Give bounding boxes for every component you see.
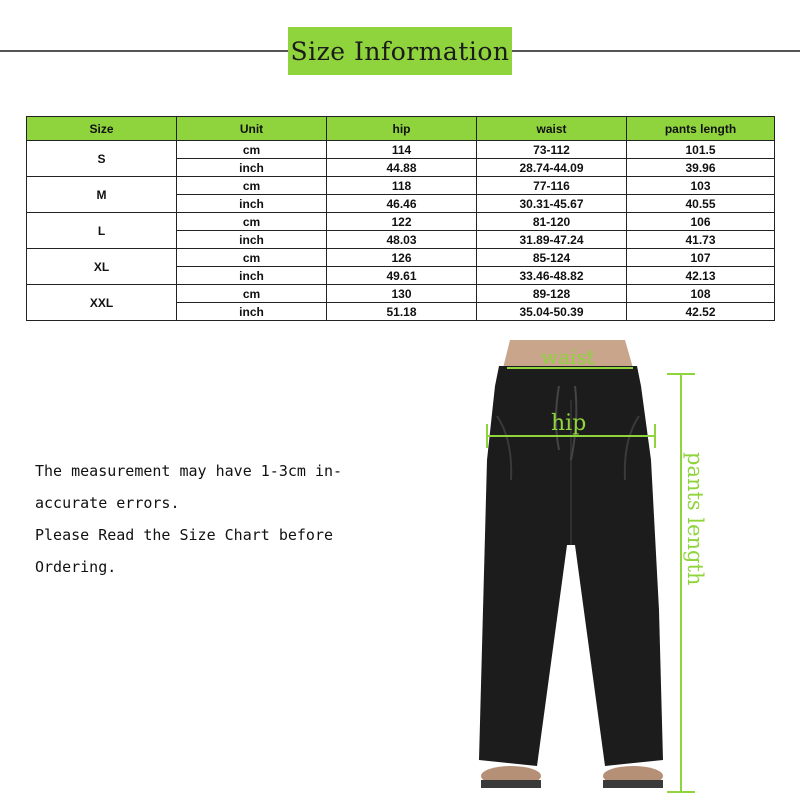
hip-cell: 51.18 bbox=[327, 303, 477, 321]
note-line: accurate errors. bbox=[35, 494, 180, 512]
size-cell: XL bbox=[27, 249, 177, 285]
length-cell: 107 bbox=[627, 249, 775, 267]
unit-cell: inch bbox=[177, 231, 327, 249]
note-line: Please Read the Size Chart before bbox=[35, 526, 334, 544]
hip-label: hip bbox=[551, 411, 587, 436]
hip-cell: 46.46 bbox=[327, 195, 477, 213]
page-title: Size Information bbox=[288, 27, 512, 75]
pants-measurement-figure bbox=[455, 340, 715, 800]
table-row bbox=[27, 177, 775, 195]
table-row bbox=[27, 285, 775, 303]
unit-cell: inch bbox=[177, 303, 327, 321]
length-cell: 103 bbox=[627, 177, 775, 195]
right-sandal bbox=[603, 780, 663, 788]
unit-cell: cm bbox=[177, 285, 327, 303]
hip-cell: 49.61 bbox=[327, 267, 477, 285]
note-line: Ordering. bbox=[35, 558, 117, 576]
unit-cell: inch bbox=[177, 267, 327, 285]
measurement-notes bbox=[35, 455, 395, 583]
waist-cell: 35.04-50.39 bbox=[477, 303, 627, 321]
table-row bbox=[27, 213, 775, 231]
hip-cell: 114 bbox=[327, 141, 477, 159]
unit-cell: cm bbox=[177, 141, 327, 159]
header-hip: hip bbox=[327, 117, 477, 141]
hip-cell: 118 bbox=[327, 177, 477, 195]
note-line: The measurement may have 1-3cm in- bbox=[35, 462, 343, 480]
size-cell: M bbox=[27, 177, 177, 213]
length-cell: 41.73 bbox=[627, 231, 775, 249]
hip-cell: 48.03 bbox=[327, 231, 477, 249]
size-table bbox=[26, 116, 775, 321]
length-cell: 101.5 bbox=[627, 141, 775, 159]
unit-cell: cm bbox=[177, 249, 327, 267]
left-sandal bbox=[481, 780, 541, 788]
pants-length-label: pants length bbox=[683, 452, 707, 586]
unit-cell: cm bbox=[177, 213, 327, 231]
size-cell: S bbox=[27, 141, 177, 177]
waist-cell: 85-124 bbox=[477, 249, 627, 267]
waist-cell: 77-116 bbox=[477, 177, 627, 195]
header-waist: waist bbox=[477, 117, 627, 141]
length-cell: 42.13 bbox=[627, 267, 775, 285]
header-size: Size bbox=[27, 117, 177, 141]
waist-cell: 28.74-44.09 bbox=[477, 159, 627, 177]
hip-cell: 44.88 bbox=[327, 159, 477, 177]
hip-cell: 122 bbox=[327, 213, 477, 231]
table-header-row bbox=[27, 117, 775, 141]
length-cell: 108 bbox=[627, 285, 775, 303]
waist-cell: 73-112 bbox=[477, 141, 627, 159]
size-cell: L bbox=[27, 213, 177, 249]
length-cell: 106 bbox=[627, 213, 775, 231]
unit-cell: inch bbox=[177, 159, 327, 177]
title-rule-left bbox=[0, 50, 288, 52]
waist-cell: 30.31-45.67 bbox=[477, 195, 627, 213]
length-cell: 40.55 bbox=[627, 195, 775, 213]
hip-cell: 126 bbox=[327, 249, 477, 267]
waist-cell: 31.89-47.24 bbox=[477, 231, 627, 249]
title-rule-right bbox=[512, 50, 800, 52]
length-cell: 39.96 bbox=[627, 159, 775, 177]
header-unit: Unit bbox=[177, 117, 327, 141]
waist-cell: 33.46-48.82 bbox=[477, 267, 627, 285]
length-cell: 42.52 bbox=[627, 303, 775, 321]
unit-cell: cm bbox=[177, 177, 327, 195]
table-row bbox=[27, 249, 775, 267]
pants-illustration bbox=[455, 340, 715, 800]
hip-cell: 130 bbox=[327, 285, 477, 303]
table-row bbox=[27, 141, 775, 159]
header-pants-length: pants length bbox=[627, 117, 775, 141]
size-cell: XXL bbox=[27, 285, 177, 321]
waist-cell: 89-128 bbox=[477, 285, 627, 303]
waist-cell: 81-120 bbox=[477, 213, 627, 231]
waist-label: waist bbox=[541, 345, 595, 369]
unit-cell: inch bbox=[177, 195, 327, 213]
